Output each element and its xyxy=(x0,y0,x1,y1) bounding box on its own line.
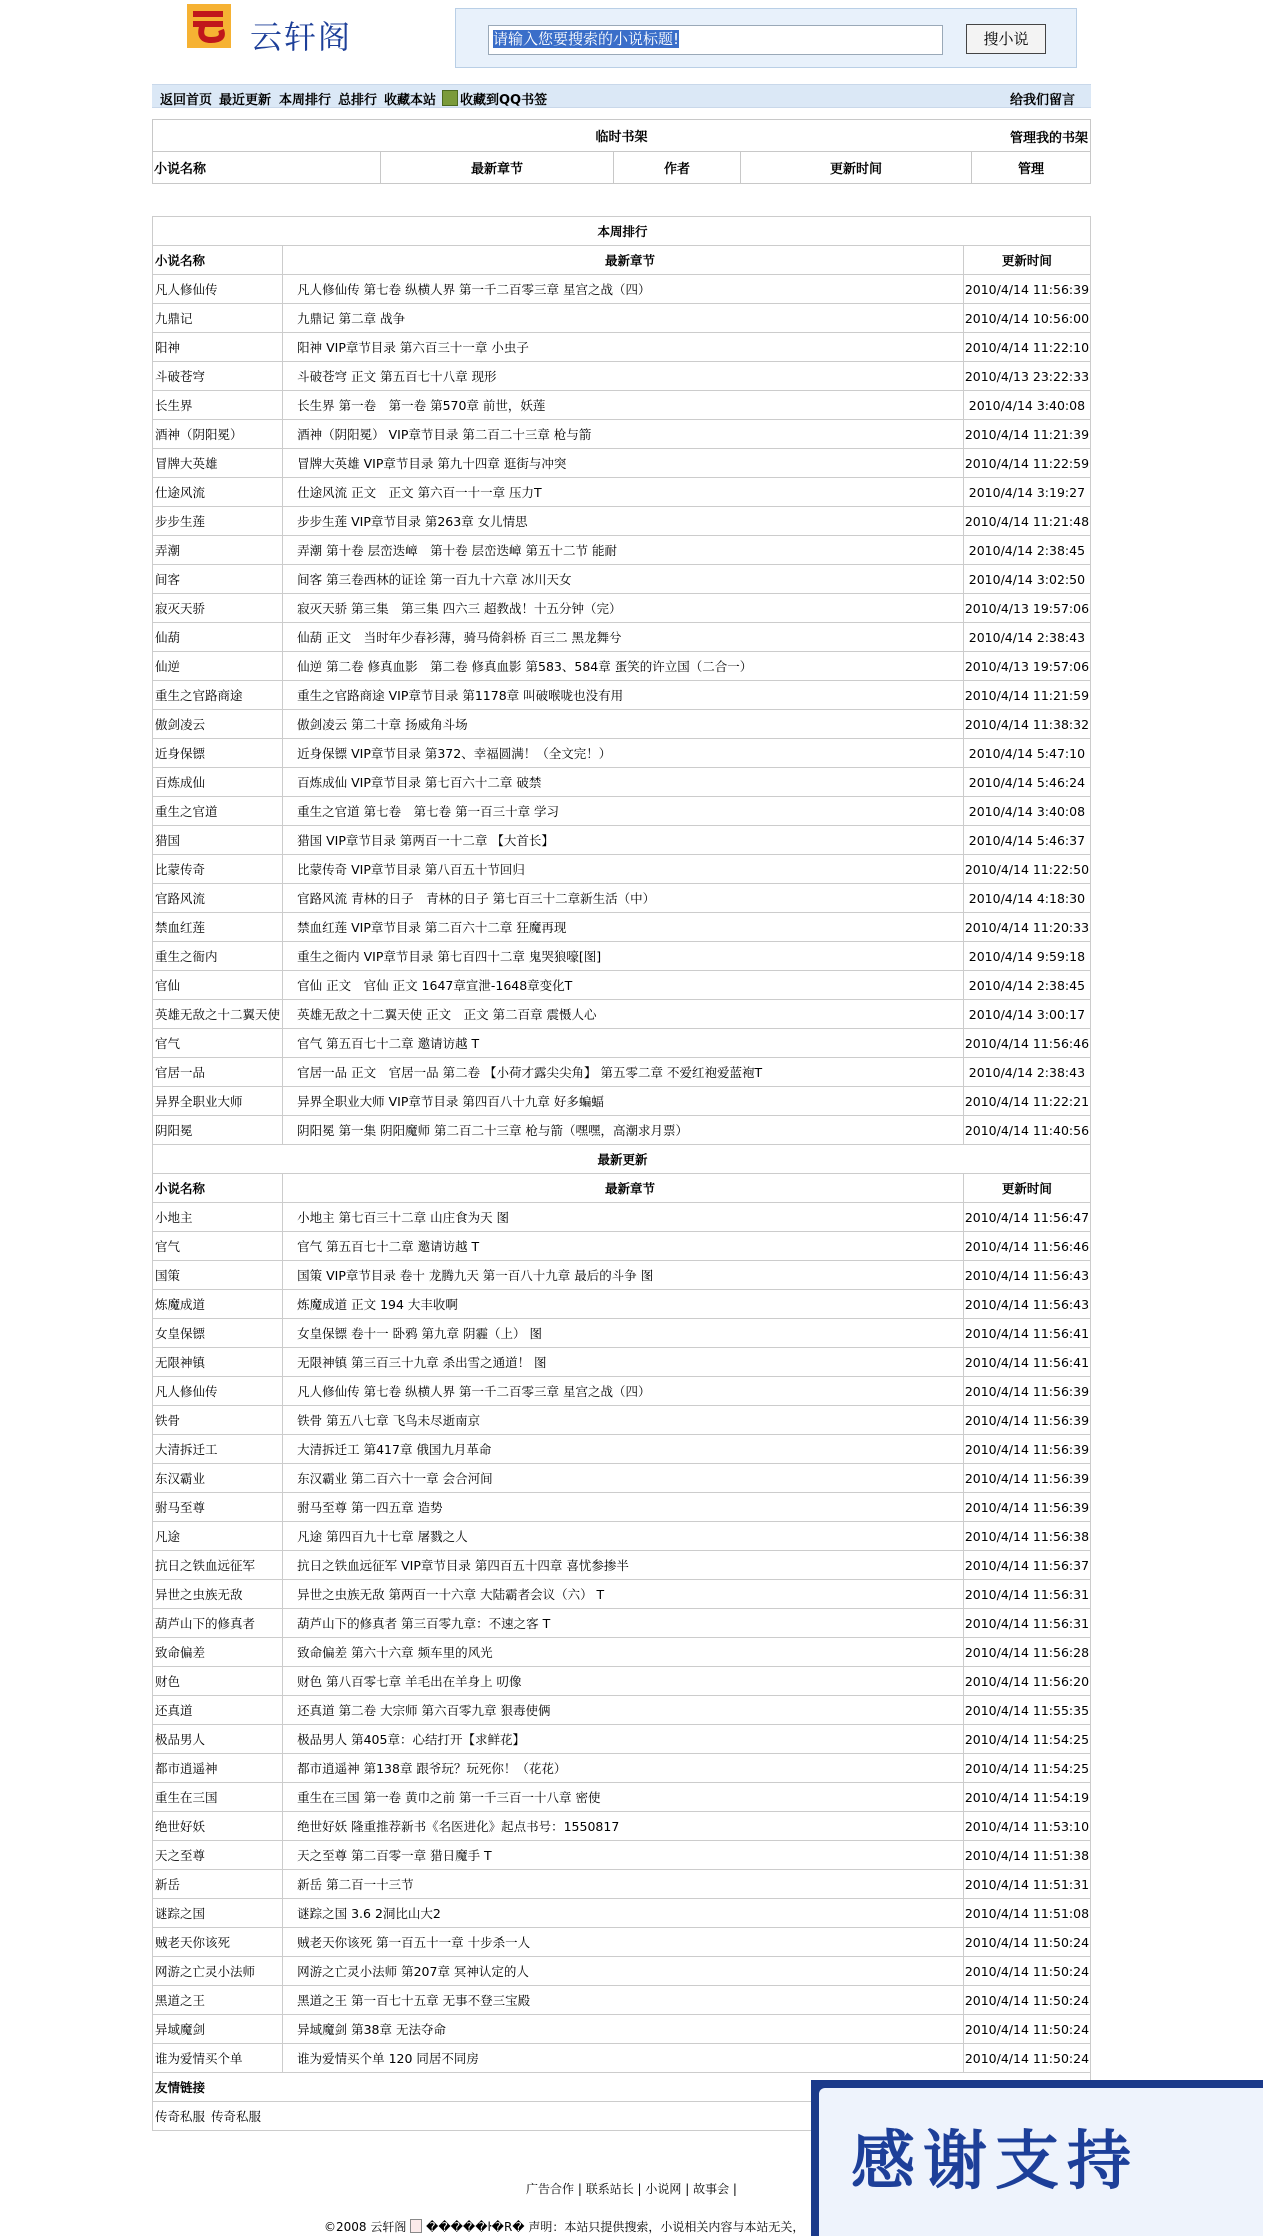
table-row xyxy=(153,971,1091,1000)
update-time: 2010/4/14 11:50:24 xyxy=(963,2015,1090,2044)
latest-chapter-link[interactable]: 国策 VIP章节目录 卷十 龙腾九天 第一百八十九章 最后的斗争 图 xyxy=(283,1261,964,1290)
update-time: 2010/4/14 2:38:45 xyxy=(963,536,1090,565)
update-time: 2010/4/14 2:38:43 xyxy=(963,1058,1090,1087)
novel-title-link[interactable]: 异域魔剑 xyxy=(153,2015,283,2044)
latest-chapter-link[interactable]: 无限神镇 第三百三十九章 杀出雪之通道！ 图 xyxy=(283,1348,964,1377)
update-time: 2010/4/14 11:51:08 xyxy=(963,1899,1090,1928)
table-row xyxy=(153,333,1091,362)
table-row xyxy=(153,1203,1091,1232)
nav-qq-bookmark-label: 收藏到QQ书签 xyxy=(460,93,548,108)
table-row xyxy=(153,826,1091,855)
update-time: 2010/4/14 9:59:18 xyxy=(963,942,1090,971)
nav-bookmark-site[interactable]: 收藏本站 xyxy=(384,93,437,108)
update-time: 2010/4/14 5:46:24 xyxy=(963,768,1090,797)
update-time: 2010/4/14 11:38:32 xyxy=(963,710,1090,739)
table-row xyxy=(153,1377,1091,1406)
novel-title-link[interactable]: 贼老天你该死 xyxy=(153,1928,283,1957)
update-time: 2010/4/14 11:56:46 xyxy=(963,1232,1090,1261)
update-time: 2010/4/14 11:53:10 xyxy=(963,1812,1090,1841)
table-row xyxy=(153,1116,1091,1145)
latest-chapter-link[interactable]: 禁血红莲 VIP章节目录 第二百六十二章 狂魔再现 xyxy=(283,913,964,942)
latest-chapter-link[interactable]: 还真道 第二卷 大宗师 第六百零九章 狠毒使俩 xyxy=(283,1696,964,1725)
latest-chapter-link[interactable]: 阳神 VIP章节目录 第六百三十一章 小虫子 xyxy=(283,333,964,362)
novel-title-link[interactable]: 谜踪之国 xyxy=(153,1899,283,1928)
table-row xyxy=(153,1029,1091,1058)
update-time: 2010/4/14 11:56:31 xyxy=(963,1580,1090,1609)
novel-title-link[interactable]: 官路风流 xyxy=(153,884,283,913)
table-row xyxy=(153,739,1091,768)
novel-title-link[interactable]: 凡途 xyxy=(153,1522,283,1551)
latest-chapter-link[interactable]: 驸马至尊 第一四五章 造势 xyxy=(283,1493,964,1522)
table-row xyxy=(153,1928,1091,1957)
latest-chapter-link[interactable]: 网游之亡灵小法师 第207章 冥神认定的人 xyxy=(283,1957,964,1986)
novel-title-link[interactable]: 凡人修仙传 xyxy=(153,275,283,304)
update-time: 2010/4/13 19:57:06 xyxy=(963,594,1090,623)
novel-title-link[interactable]: 重生之官道 xyxy=(153,797,283,826)
update-time: 2010/4/14 11:54:25 xyxy=(963,1754,1090,1783)
table-row xyxy=(153,2044,1091,2073)
table-row xyxy=(153,1290,1091,1319)
update-time: 2010/4/14 4:18:30 xyxy=(963,884,1090,913)
latest-chapter-link[interactable]: 东汉霸业 第二百六十一章 会合河间 xyxy=(283,1464,964,1493)
table-row xyxy=(153,1725,1091,1754)
update-time: 2010/4/14 11:21:39 xyxy=(963,420,1090,449)
table-row xyxy=(153,681,1091,710)
latest-chapter-link[interactable]: 仕途风流 正文 正文 第六百一十一章 压力T xyxy=(283,478,964,507)
recent-col-2: 更新时间 xyxy=(963,1174,1090,1203)
table-row xyxy=(153,2015,1091,2044)
thanks-banner-text: 感谢支持 xyxy=(851,2125,1139,2199)
update-time: 2010/4/14 11:56:43 xyxy=(963,1290,1090,1319)
update-time: 2010/4/14 10:56:00 xyxy=(963,304,1090,333)
table-row xyxy=(153,1522,1091,1551)
latest-chapter-link[interactable]: 异域魔剑 第38章 无法夺命 xyxy=(283,2015,964,2044)
copyright-text: ©2008 云轩阁 xyxy=(324,2220,407,2234)
update-time: 2010/4/13 19:57:06 xyxy=(963,652,1090,681)
nav-feedback[interactable]: 给我们留言 xyxy=(1009,93,1075,108)
table-row xyxy=(153,1087,1091,1116)
update-time: 2010/4/14 11:55:35 xyxy=(963,1696,1090,1725)
novel-title-link[interactable]: 步步生莲 xyxy=(153,507,283,536)
novel-title-link[interactable]: 黑道之王 xyxy=(153,1986,283,2015)
recent-header-row xyxy=(153,1174,1091,1203)
update-time: 2010/4/14 11:56:39 xyxy=(963,275,1090,304)
recent-title-row xyxy=(153,1145,1091,1174)
latest-chapter-link[interactable]: 官气 第五百七十二章 邀请访越 T xyxy=(283,1232,964,1261)
search-placeholder: 请输入您要搜索的小说标题! xyxy=(493,30,680,48)
update-time: 2010/4/14 11:56:39 xyxy=(963,1377,1090,1406)
table-row xyxy=(153,1000,1091,1029)
friend-links-title: 友情链接 xyxy=(153,2073,1091,2102)
update-time: 2010/4/14 11:56:31 xyxy=(963,1609,1090,1638)
latest-chapter-link[interactable]: 傲剑凌云 第二十章 扬威角斗场 xyxy=(283,710,964,739)
thanks-banner-panel xyxy=(819,2088,1263,2236)
table-row xyxy=(153,507,1091,536)
update-time: 2010/4/14 11:20:33 xyxy=(963,913,1090,942)
table-row xyxy=(153,1899,1091,1928)
table-row xyxy=(153,1232,1091,1261)
novel-title-link[interactable]: 比蒙传奇 xyxy=(153,855,283,884)
novel-title-link[interactable]: 大清拆迁工 xyxy=(153,1435,283,1464)
novel-title-link[interactable]: 绝世好妖 xyxy=(153,1812,283,1841)
recent-col-1: 最新章节 xyxy=(283,1174,964,1203)
latest-chapter-link[interactable]: 异界全职业大师 VIP章节目录 第四百八十九章 好多蝙蝠 xyxy=(283,1087,964,1116)
latest-chapter-link[interactable]: 重生之衙内 VIP章节目录 第七百四十二章 鬼哭狼嚎[图] xyxy=(283,942,964,971)
table-row xyxy=(153,391,1091,420)
table-row xyxy=(153,855,1091,884)
novel-title-link[interactable]: 极品男人 xyxy=(153,1725,283,1754)
latest-chapter-link[interactable]: 猎国 VIP章节目录 第两百一十二章 【大首长】 xyxy=(283,826,964,855)
table-row xyxy=(153,652,1091,681)
thanks-banner xyxy=(811,2080,1263,2236)
latest-chapter-link[interactable]: 官仙 正文 官仙 正文 1647章宣泄-1648章变化T xyxy=(283,971,964,1000)
weekly-header-row xyxy=(153,246,1091,275)
novel-title-link[interactable]: 女皇保镖 xyxy=(153,1319,283,1348)
update-time: 2010/4/14 11:56:39 xyxy=(963,1435,1090,1464)
shelf-col-author: 作者 xyxy=(614,152,741,184)
latest-chapter-link[interactable]: 都市逍遥神 第138章 跟爷玩？玩死你！（花花） xyxy=(283,1754,964,1783)
table-row xyxy=(153,1667,1091,1696)
shelf-title: 临时书架 xyxy=(595,130,648,145)
novel-title-link[interactable]: 禁血红莲 xyxy=(153,913,283,942)
latest-chapter-link[interactable]: 谁为爱情买个单 120 同居不同房 xyxy=(283,2044,964,2073)
novel-title-link[interactable]: 驸马至尊 xyxy=(153,1493,283,1522)
novel-title-link[interactable]: 酒神（阴阳冕） xyxy=(153,420,283,449)
recent-title: 最新更新 xyxy=(153,1145,1091,1174)
nav-recent-updates[interactable]: 最近更新 xyxy=(219,93,272,108)
update-time: 2010/4/14 11:40:56 xyxy=(963,1116,1090,1145)
update-time: 2010/4/14 11:51:31 xyxy=(963,1870,1090,1899)
update-time: 2010/4/14 2:38:45 xyxy=(963,971,1090,1000)
latest-chapter-link[interactable]: 大清拆迁工 第417章 俄国九月革命 xyxy=(283,1435,964,1464)
table-row xyxy=(153,275,1091,304)
latest-chapter-link[interactable]: 绝世好妖 隆重推荐新书《名医进化》起点书号：1550817 xyxy=(283,1812,964,1841)
novel-title-link[interactable]: 重生之衙内 xyxy=(153,942,283,971)
latest-chapter-link[interactable]: 黑道之王 第一百七十五章 无事不登三宝殿 xyxy=(283,1986,964,2015)
novel-title-link[interactable]: 寂灭天骄 xyxy=(153,594,283,623)
table-row xyxy=(153,1261,1091,1290)
update-time: 2010/4/14 11:56:28 xyxy=(963,1638,1090,1667)
novel-title-link[interactable]: 官气 xyxy=(153,1029,283,1058)
update-time: 2010/4/14 11:56:43 xyxy=(963,1261,1090,1290)
novel-title-link[interactable]: 无限神镇 xyxy=(153,1348,283,1377)
latest-chapter-link[interactable]: 抗日之铁血远征军 VIP章节目录 第四百五十四章 喜忧参掺半 xyxy=(283,1551,964,1580)
update-time: 2010/4/14 11:50:24 xyxy=(963,2044,1090,2073)
update-time: 2010/4/14 11:50:24 xyxy=(963,1986,1090,2015)
site-logo-icon[interactable] xyxy=(183,0,235,52)
update-time: 2010/4/14 11:56:39 xyxy=(963,1464,1090,1493)
search-button[interactable]: 搜小说 xyxy=(966,24,1046,54)
nav-weekly-rank[interactable]: 本周排行 xyxy=(279,93,332,108)
update-time: 2010/4/14 11:22:50 xyxy=(963,855,1090,884)
update-time: 2010/4/14 11:51:38 xyxy=(963,1841,1090,1870)
latest-chapter-link[interactable]: 天之至尊 第二百零一章 猎日魔手 T xyxy=(283,1841,964,1870)
table-row xyxy=(153,478,1091,507)
table-row xyxy=(153,1348,1091,1377)
update-time: 2010/4/14 11:54:19 xyxy=(963,1783,1090,1812)
update-time: 2010/4/14 11:56:41 xyxy=(963,1319,1090,1348)
table-row xyxy=(153,1696,1091,1725)
novel-title-link[interactable]: 长生界 xyxy=(153,391,283,420)
table-row xyxy=(153,1957,1091,1986)
recent-col-0: 小说名称 xyxy=(153,1174,283,1203)
table-row xyxy=(153,420,1091,449)
latest-chapter-link[interactable]: 小地主 第七百三十二章 山庄食为天 图 xyxy=(283,1203,964,1232)
novel-title-link[interactable]: 九鼎记 xyxy=(153,304,283,333)
table-row xyxy=(153,594,1091,623)
shelf-col-latest: 最新章节 xyxy=(381,152,614,184)
nav-total-rank[interactable]: 总排行 xyxy=(338,93,378,108)
latest-chapter-link[interactable]: 女皇保镖 卷十一 卧鸦 第九章 阴霾（上） 图 xyxy=(283,1319,964,1348)
update-time: 2010/4/14 11:21:48 xyxy=(963,507,1090,536)
table-row xyxy=(153,1841,1091,1870)
update-time: 2010/4/14 11:56:46 xyxy=(963,1029,1090,1058)
novel-title-link[interactable]: 致命偏差 xyxy=(153,1638,283,1667)
novel-title-link[interactable]: 异界全职业大师 xyxy=(153,1087,283,1116)
update-time: 2010/4/14 11:50:24 xyxy=(963,1928,1090,1957)
update-time: 2010/4/14 2:38:43 xyxy=(963,623,1090,652)
latest-chapter-link[interactable]: 比蒙传奇 VIP章节目录 第八百五十节回归 xyxy=(283,855,964,884)
table-row xyxy=(153,1058,1091,1087)
disclaimer-text: 声明：本站只提供搜索，小说相关内容与本站无关， xyxy=(528,2220,805,2234)
table-row xyxy=(153,1493,1091,1522)
update-time: 2010/4/13 23:22:33 xyxy=(963,362,1090,391)
latest-chapter-link[interactable]: 百炼成仙 VIP章节目录 第七百六十二章 破禁 xyxy=(283,768,964,797)
table-row xyxy=(153,1986,1091,2015)
novel-title-link[interactable]: 官气 xyxy=(153,1232,283,1261)
update-time: 2010/4/14 5:47:10 xyxy=(963,739,1090,768)
novel-title-link[interactable]: 傲剑凌云 xyxy=(153,710,283,739)
update-time: 2010/4/14 11:56:47 xyxy=(963,1203,1090,1232)
latest-chapter-link[interactable]: 九鼎记 第二章 战争 xyxy=(283,304,964,333)
novel-title-link[interactable]: 百炼成仙 xyxy=(153,768,283,797)
latest-chapter-link[interactable]: 贼老天你该死 第一百五十一章 十步杀一人 xyxy=(283,1928,964,1957)
latest-chapter-link[interactable]: 新岳 第二百一十三节 xyxy=(283,1870,964,1899)
table-row xyxy=(153,1406,1091,1435)
latest-chapter-link[interactable]: 长生界 第一卷 第一卷 第570章 前世，妖莲 xyxy=(283,391,964,420)
novel-title-link[interactable]: 炼魔成道 xyxy=(153,1290,283,1319)
novel-title-link[interactable]: 仕途风流 xyxy=(153,478,283,507)
novel-title-link[interactable]: 近身保镖 xyxy=(153,739,283,768)
search-panel xyxy=(455,8,1077,68)
update-time: 2010/4/14 11:56:37 xyxy=(963,1551,1090,1580)
latest-chapter-link[interactable]: 步步生莲 VIP章节目录 第263章 女儿情思 xyxy=(283,507,964,536)
table-row xyxy=(153,884,1091,913)
latest-chapter-link[interactable]: 斗破苍穹 正文 第五百七十八章 现形 xyxy=(283,362,964,391)
novel-title-link[interactable]: 间客 xyxy=(153,565,283,594)
latest-chapter-link[interactable]: 重生之官道 第七卷 第七卷 第一百三十章 学习 xyxy=(283,797,964,826)
novel-title-link[interactable]: 抗日之铁血远征军 xyxy=(153,1551,283,1580)
shelf-title-cell xyxy=(153,120,1091,152)
footer-link-novel[interactable]: 小说网 xyxy=(645,2182,682,2196)
latest-chapter-link[interactable]: 极品男人 第405章：心结打开【求鲜花】 xyxy=(283,1725,964,1754)
top-nav xyxy=(152,84,1091,108)
latest-chapter-link[interactable]: 异世之虫族无敌 第两百一十六章 大陆霸者会议（六） T xyxy=(283,1580,964,1609)
latest-chapter-link[interactable]: 炼魔成道 正文 194 大丰收啊 xyxy=(283,1290,964,1319)
novel-title-link[interactable]: 重生之官路商途 xyxy=(153,681,283,710)
nav-qq-bookmark[interactable] xyxy=(442,89,547,108)
novel-title-link[interactable]: 谁为爱情买个单 xyxy=(153,2044,283,2073)
novel-title-link[interactable]: 阳神 xyxy=(153,333,283,362)
table-row xyxy=(153,1812,1091,1841)
table-row xyxy=(153,1783,1091,1812)
table-row xyxy=(153,913,1091,942)
update-time: 2010/4/14 3:19:27 xyxy=(963,478,1090,507)
update-time: 2010/4/14 11:56:41 xyxy=(963,1348,1090,1377)
footer-links: 广告合作 | 联系站长 | 小说网 | 故事会 | xyxy=(526,2182,737,2196)
novel-title-link[interactable]: 小地主 xyxy=(153,1203,283,1232)
latest-chapter-link[interactable]: 官气 第五百七十二章 邀请访越 T xyxy=(283,1029,964,1058)
latest-chapter-link[interactable]: 财色 第八百零七章 羊毛出在羊身上 叨像 xyxy=(283,1667,964,1696)
table-row xyxy=(153,942,1091,971)
nav-home[interactable]: 返回首页 xyxy=(160,93,213,108)
table-row xyxy=(153,565,1091,594)
novel-title-link[interactable]: 铁骨 xyxy=(153,1406,283,1435)
novel-title-link[interactable]: 仙逆 xyxy=(153,652,283,681)
latest-chapter-link[interactable]: 近身保镖 VIP章节目录 第372、幸福圆满！（全文完！） xyxy=(283,739,964,768)
site-name[interactable]: 云轩阁 xyxy=(250,18,353,56)
shelf-col-name: 小说名称 xyxy=(153,152,381,184)
novel-title-link[interactable]: 异世之虫族无敌 xyxy=(153,1580,283,1609)
latest-chapter-link[interactable]: 酒神（阴阳冕） VIP章节目录 第二百二十三章 枪与箭 xyxy=(283,420,964,449)
novel-title-link[interactable]: 都市逍遥神 xyxy=(153,1754,283,1783)
update-time: 2010/4/14 3:00:17 xyxy=(963,1000,1090,1029)
novel-title-link[interactable]: 斗破苍穹 xyxy=(153,362,283,391)
update-time: 2010/4/14 11:56:39 xyxy=(963,1493,1090,1522)
latest-chapter-link[interactable]: 弄潮 第十卷 层峦迭嶂 第十卷 层峦迭嶂 第五十二节 能耐 xyxy=(283,536,964,565)
weekly-col-2: 更新时间 xyxy=(963,246,1090,275)
update-time: 2010/4/14 11:56:20 xyxy=(963,1667,1090,1696)
latest-chapter-link[interactable]: 官居一品 正文 官居一品 第二卷 【小荷才露尖尖角】 第五零二章 不爱红袍爱蓝袍T xyxy=(283,1058,964,1087)
latest-chapter-link[interactable]: 间客 第三卷西林的证诠 第一百九十六章 冰川天女 xyxy=(283,565,964,594)
latest-chapter-link[interactable]: 官路风流 青林的日子 青林的日子 第七百三十二章新生活（中） xyxy=(283,884,964,913)
table-row xyxy=(153,1551,1091,1580)
table-row xyxy=(153,536,1091,565)
novel-title-link[interactable]: 冒牌大英雄 xyxy=(153,449,283,478)
update-time: 2010/4/14 11:54:25 xyxy=(963,1725,1090,1754)
table-row xyxy=(153,768,1091,797)
table-row xyxy=(153,362,1091,391)
weekly-col-0: 小说名称 xyxy=(153,246,283,275)
latest-chapter-link[interactable]: 重生之官路商途 VIP章节目录 第1178章 叫破喉咙也没有用 xyxy=(283,681,964,710)
table-row xyxy=(153,797,1091,826)
novel-title-link[interactable]: 网游之亡灵小法师 xyxy=(153,1957,283,1986)
manage-shelf-link[interactable]: 管理我的书架 xyxy=(1009,131,1088,146)
novel-title-link[interactable]: 凡人修仙传 xyxy=(153,1377,283,1406)
table-row xyxy=(153,1609,1091,1638)
update-time: 2010/4/14 5:46:37 xyxy=(963,826,1090,855)
update-time: 2010/4/14 3:40:08 xyxy=(963,797,1090,826)
table-row xyxy=(153,304,1091,333)
weekly-title: 本周排行 xyxy=(153,217,1091,246)
latest-chapter-link[interactable]: 冒牌大英雄 VIP章节目录 第九十四章 逛街与冲突 xyxy=(283,449,964,478)
footer-copyright xyxy=(324,2218,804,2235)
novel-title-link[interactable]: 弄潮 xyxy=(153,536,283,565)
weekly-col-1: 最新章节 xyxy=(283,246,964,275)
table-row xyxy=(153,1464,1091,1493)
update-time: 2010/4/14 3:02:50 xyxy=(963,565,1090,594)
update-time: 2010/4/14 11:22:10 xyxy=(963,333,1090,362)
update-time: 2010/4/14 3:40:08 xyxy=(963,391,1090,420)
latest-chapter-link[interactable]: 英雄无敌之十二翼天使 正文 正文 第二百章 震慑人心 xyxy=(283,1000,964,1029)
table-row xyxy=(153,1638,1091,1667)
table-row xyxy=(153,1870,1091,1899)
search-input[interactable] xyxy=(488,25,943,55)
novel-title-link[interactable]: 英雄无敌之十二翼天使 xyxy=(153,1000,283,1029)
ranking-table xyxy=(152,216,1091,2131)
friend-link[interactable]: 传奇私服 xyxy=(211,2109,262,2124)
temporary-shelf-table xyxy=(152,119,1091,184)
update-time: 2010/4/14 11:56:38 xyxy=(963,1522,1090,1551)
weekly-title-row xyxy=(153,217,1091,246)
table-row xyxy=(153,623,1091,652)
update-time: 2010/4/14 11:21:59 xyxy=(963,681,1090,710)
latest-chapter-link[interactable]: 仙逆 第二卷 修真血影 第二卷 修真血影 第583、584章 蛋笑的许立国（二合一） xyxy=(283,652,964,681)
table-row xyxy=(153,710,1091,739)
novel-title-link[interactable]: 还真道 xyxy=(153,1696,283,1725)
novel-title-link[interactable]: 阴阳冕 xyxy=(153,1116,283,1145)
novel-title-link[interactable]: 仙葫 xyxy=(153,623,283,652)
novel-title-link[interactable]: 东汉霸业 xyxy=(153,1464,283,1493)
qq-bookmark-icon xyxy=(442,90,458,106)
novel-title-link[interactable]: 天之至尊 xyxy=(153,1841,283,1870)
latest-chapter-link[interactable]: 仙葫 正文 当时年少春衫薄，骑马倚斜桥 百三二 黑龙舞兮 xyxy=(283,623,964,652)
latest-chapter-link[interactable]: 葫芦山下的修真者 第三百零九章：不速之客 T xyxy=(283,1609,964,1638)
footer-link-contact[interactable]: 联系站长 xyxy=(585,2182,634,2196)
update-time: 2010/4/14 11:56:39 xyxy=(963,1406,1090,1435)
novel-title-link[interactable]: 财色 xyxy=(153,1667,283,1696)
update-time: 2010/4/14 11:50:24 xyxy=(963,1957,1090,1986)
novel-title-link[interactable]: 官居一品 xyxy=(153,1058,283,1087)
table-row xyxy=(153,449,1091,478)
shelf-col-updated: 更新时间 xyxy=(741,152,972,184)
novel-title-link[interactable]: 葫芦山下的修真者 xyxy=(153,1609,283,1638)
latest-chapter-link[interactable]: 铁骨 第五八七章 飞鸟未尽逝南京 xyxy=(283,1406,964,1435)
novel-title-link[interactable]: 新岳 xyxy=(153,1870,283,1899)
footer-link-ads[interactable]: 广告合作 xyxy=(526,2182,575,2196)
shelf-col-manage: 管理 xyxy=(972,152,1091,184)
latest-chapter-link[interactable]: 谜踪之国 3.6 2洞比山大2 xyxy=(283,1899,964,1928)
update-time: 2010/4/14 11:22:21 xyxy=(963,1087,1090,1116)
novel-title-link[interactable]: 官仙 xyxy=(153,971,283,1000)
garbled-text: �����ŀ�R� xyxy=(426,2220,525,2234)
latest-chapter-link[interactable]: 凡人修仙传 第七卷 纵横人界 第一千二百零三章 星宫之战（四） xyxy=(283,1377,964,1406)
novel-title-link[interactable]: 重生在三国 xyxy=(153,1783,283,1812)
table-row xyxy=(153,1580,1091,1609)
latest-chapter-link[interactable]: 寂灭天骄 第三集 第三集 四六三 超教战！十五分钟（完） xyxy=(283,594,964,623)
footer-link-story[interactable]: 故事会 xyxy=(693,2182,730,2196)
stats-icon xyxy=(410,2219,422,2233)
novel-title-link[interactable]: 国策 xyxy=(153,1261,283,1290)
latest-chapter-link[interactable]: 重生在三国 第一卷 黄巾之前 第一千三百一十八章 密使 xyxy=(283,1783,964,1812)
friend-link[interactable]: 传奇私服 xyxy=(155,2109,206,2124)
latest-chapter-link[interactable]: 阴阳冕 第一集 阴阳魔师 第二百二十三章 枪与箭（嘿嘿，高潮求月票） xyxy=(283,1116,964,1145)
update-time: 2010/4/14 11:22:59 xyxy=(963,449,1090,478)
table-row xyxy=(153,1435,1091,1464)
latest-chapter-link[interactable]: 凡途 第四百九十七章 屠戮之人 xyxy=(283,1522,964,1551)
latest-chapter-link[interactable]: 致命偏差 第六十六章 频车里的风光 xyxy=(283,1638,964,1667)
table-row xyxy=(153,1319,1091,1348)
latest-chapter-link[interactable]: 凡人修仙传 第七卷 纵横人界 第一千二百零三章 星宫之战（四） xyxy=(283,275,964,304)
table-row xyxy=(153,1754,1091,1783)
novel-title-link[interactable]: 猎国 xyxy=(153,826,283,855)
